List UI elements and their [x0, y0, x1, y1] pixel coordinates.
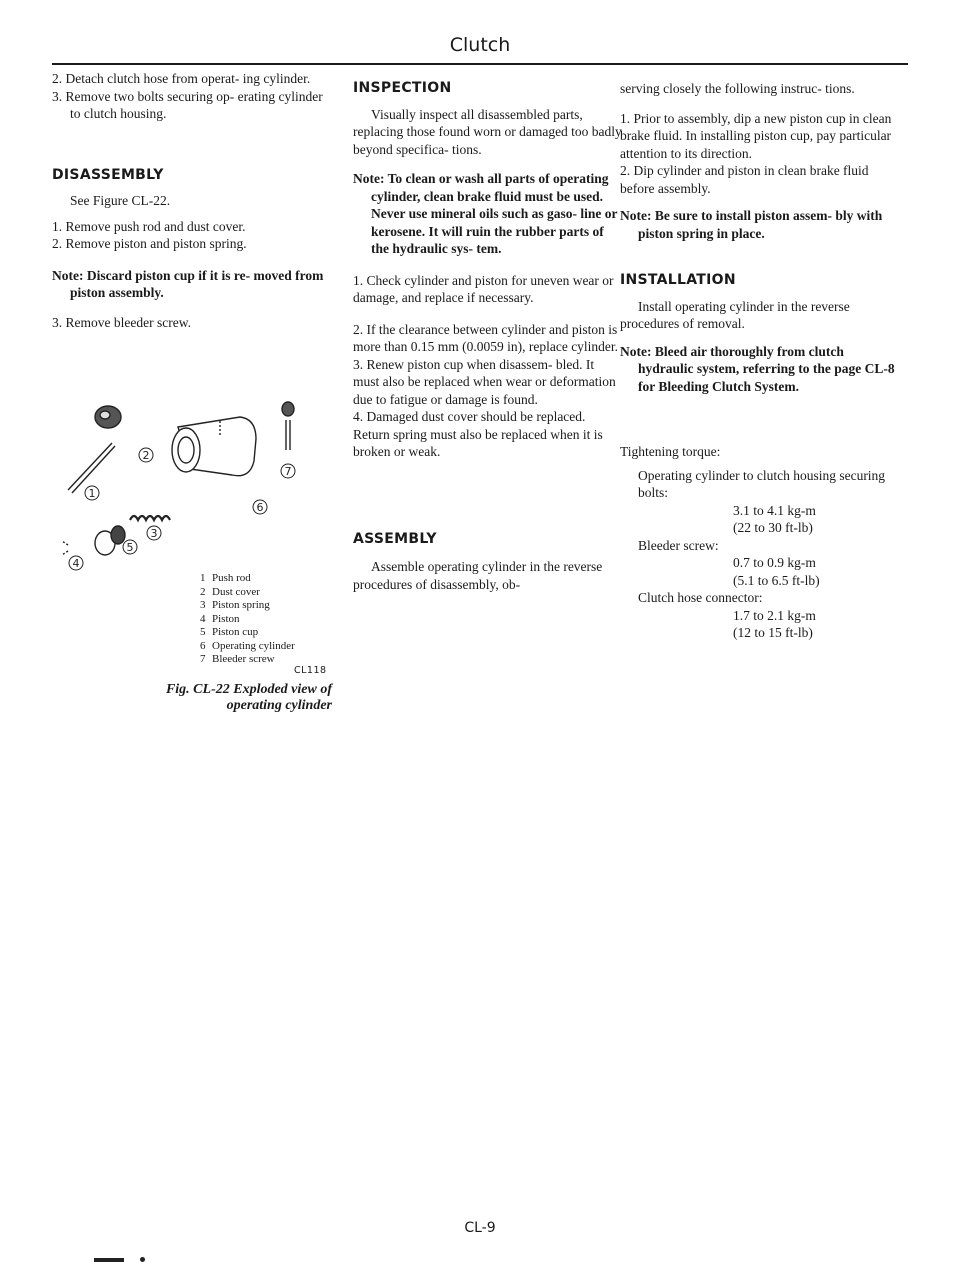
- callout-5-label: 5: [126, 541, 134, 554]
- torque-3-label: Clutch hose connector:: [638, 590, 763, 605]
- assembly-item-1: 1. Prior to assembly, dip a new piston cup in clean brake fluid. In installing piston cup, pay particular attention to its direction.: [620, 110, 892, 161]
- legend-item: 3 Piston spring: [200, 599, 270, 611]
- callout-3-label: 3: [150, 527, 158, 540]
- inspection-heading: INSPECTION: [353, 80, 452, 96]
- torque-2-value-imperial: (5.1 to 6.5 ft-lb): [733, 572, 820, 588]
- torque-title: Tightening torque:: [620, 444, 721, 459]
- torque-2-label: Bleeder screw:: [638, 537, 719, 553]
- exploded-view-diagram: [60, 395, 330, 573]
- assembly-text: Assemble operating cylinder in the reverse procedures of disassembly, ob-: [353, 559, 603, 592]
- legend-item: 6 Operating cylinder: [200, 639, 295, 652]
- figure-caption-line-1: Fig. CL-22 Exploded view of: [165, 682, 332, 697]
- torque-3-value-imperial: (12 to 15 ft-lb): [733, 625, 813, 640]
- header-rule: [52, 63, 908, 65]
- disassembly-step-2: 2. Remove piston and piston spring.: [52, 236, 247, 251]
- inspection-note-1: Note: To clean or wash all parts of operating cylinder, clean brake fluid must be used.: [353, 171, 609, 204]
- inspection-item-2: 2. If the clearance between cylinder and piston is more than 0.15 mm (0.0059 in), replace cylinder.: [353, 321, 619, 354]
- column-left: [52, 70, 334, 331]
- inspection-item-3: 3. Renew piston cup when disassem- bled. It must also be replaced when wear or deformation due to fatigue or damage is found.: [353, 356, 616, 407]
- disassembly-step-1: 1. Remove push rod and dust cover.: [52, 218, 246, 234]
- disassembly-note: Note: Discard piston cup if it is re- moved from piston assembly.: [52, 267, 324, 300]
- page-header-title: Clutch: [449, 34, 511, 56]
- figure-caption-line-2: operating cylinder: [226, 698, 332, 713]
- installation-text: Install operating cylinder in the reverse procedures of removal.: [620, 298, 850, 331]
- callout-6-label: 6: [256, 501, 264, 514]
- assembly-heading: ASSEMBLY: [353, 530, 437, 547]
- torque-spec: [620, 443, 900, 642]
- torque-1-value-imperial: (22 to 30 ft-lb): [733, 520, 813, 535]
- inspection-item-1: 1. Check cylinder and piston for uneven wear or damage, and replace if necessary.: [353, 272, 614, 305]
- legend-item: 7 Bleeder screw: [200, 653, 275, 665]
- intro-step-2: 2. Detach clutch hose from operat- ing cylinder.: [52, 71, 311, 86]
- footer-mark: [94, 1258, 124, 1262]
- footer-dot: [140, 1257, 145, 1262]
- piston-cup-shape: [111, 526, 125, 544]
- disassembly-step-3: 3. Remove bleeder screw.: [52, 314, 191, 330]
- inspection-intro: Visually inspect all disassembled parts, replacing those found worn or damaged too badly beyond specifica- tions.: [353, 106, 622, 157]
- assembly-item-2: 2. Dip cylinder and piston in clean brake fluid before assembly.: [620, 163, 869, 196]
- figure-code: CL118: [294, 665, 327, 676]
- assembly-note: Note: Be sure to install piston assem- bly with piston spring in place.: [620, 208, 883, 241]
- inspection-item-4: 4. Damaged dust cover should be replaced. Return spring must also be replaced when it is broken or weak.: [353, 409, 603, 459]
- callout-4-label: 4: [72, 557, 80, 570]
- torque-1-label: Operating cylinder to clutch housing securing bolts:: [638, 467, 886, 500]
- legend-item: 5 Piston cup: [200, 626, 259, 638]
- figure-legend: [200, 572, 295, 667]
- legend-item: 4 Piston: [200, 612, 240, 625]
- piston-spring-shape: [130, 516, 170, 520]
- disassembly-heading: DISASSEMBLY: [52, 166, 164, 183]
- push-rod-shape: [68, 443, 112, 490]
- figure-caption: [110, 682, 332, 714]
- legend-item: 1 Push rod: [200, 572, 251, 584]
- column-right: [620, 70, 900, 642]
- callout-1-label: 1: [88, 487, 96, 500]
- intro-step-3: 3. Remove two bolts securing op- erating cylinder to clutch housing.: [52, 88, 323, 121]
- legend-item: 2 Dust cover: [200, 585, 260, 598]
- installation-heading: INSTALLATION: [620, 272, 736, 288]
- assembly-continued: serving closely the following instruc- tions.: [620, 81, 855, 96]
- page-number: CL-9: [464, 1220, 496, 1236]
- callout-2-label: 2: [142, 449, 150, 462]
- inspection-note-2: Never use mineral oils such as gaso- line or kerosene. It will ruin the rubber parts of the hydraulic sys- tem.: [371, 206, 618, 256]
- torque-1-value-metric: 3.1 to 4.1 kg-m: [733, 502, 816, 518]
- callout-7-label: 7: [284, 465, 292, 478]
- column-middle: [353, 70, 623, 593]
- installation-note: Note: Bleed air thoroughly from clutch hydraulic system, referring to the page CL-8 for Bleeding Clutch System.: [620, 343, 895, 394]
- torque-2-value-metric: 0.7 to 0.9 kg-m: [733, 555, 816, 570]
- torque-3-value-metric: 1.7 to 2.1 kg-m: [733, 607, 816, 623]
- see-figure-text: See Figure CL-22.: [70, 193, 171, 208]
